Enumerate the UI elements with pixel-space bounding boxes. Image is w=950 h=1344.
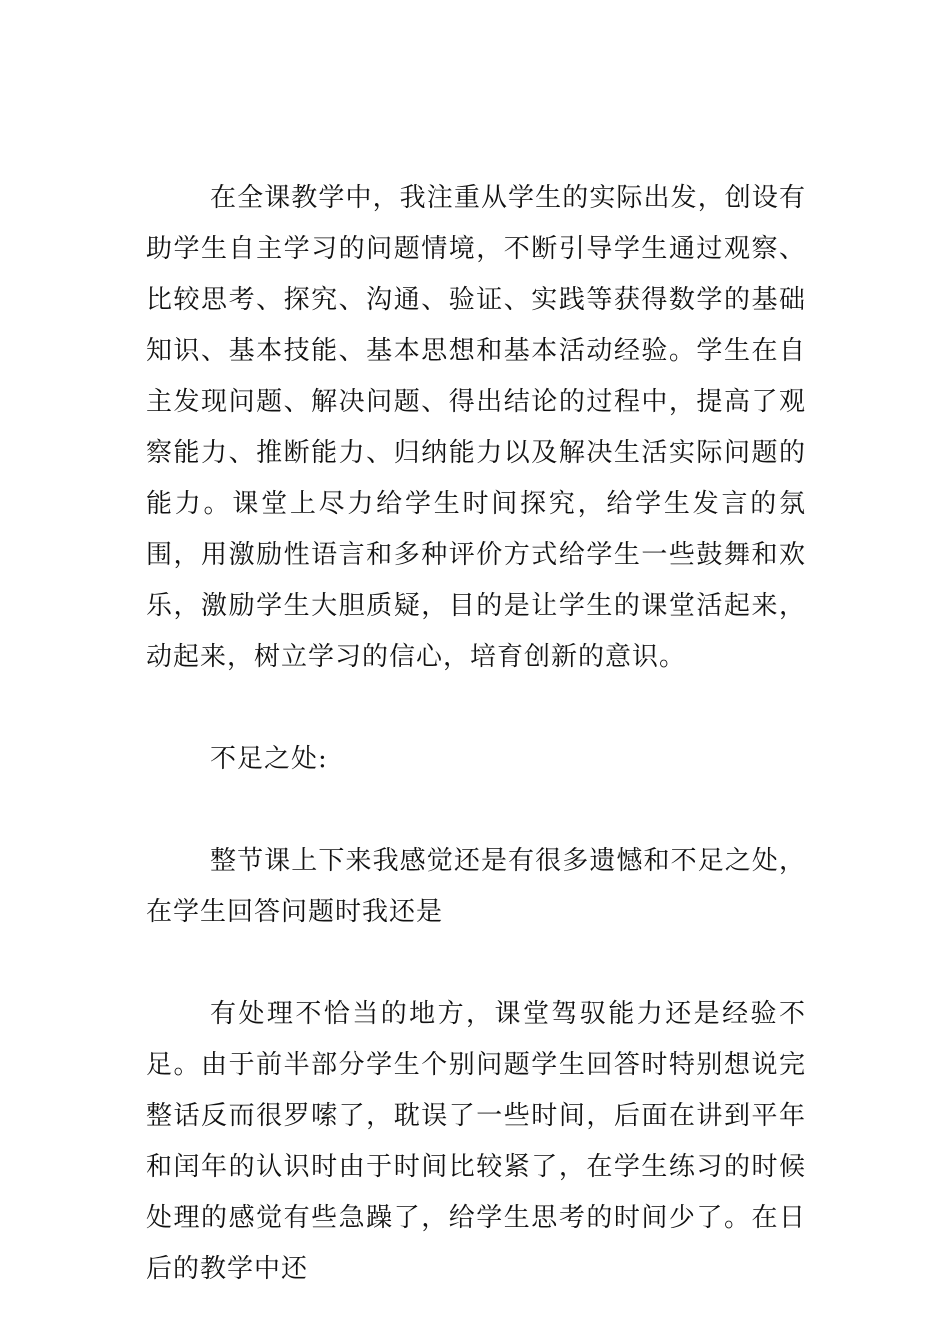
paragraph-shortcomings-2: 有处理不恰当的地方，课堂驾驭能力还是经验不足。由于前半部分学生个别问题学生回答时特别想说完整话反而很罗嗦了，耽误了一些时间，后面在讲到平年和闰年的认识时由于时间比较紧了，在学生练习的时候处理的感觉有些急躁了，给学生思考的时间少了。在日后的教学中还: [146, 999, 806, 1284]
section-heading-shortcomings: 不足之处:: [210, 744, 328, 774]
paragraph-summary: 在全课教学中，我注重从学生的实际出发，创设有助学生自主学习的问题情境，不断引导学生通过观察、比较思考、探究、沟通、验证、实践等获得数学的基础知识、基本技能、基本思想和基本活动经验。学生在自主发现问题、解决问题、得出结论的过程中，提高了观察能力、推断能力、归纳能力以及解决生活实际问题的能力。课堂上尽力给学生时间探究，给学生发言的氛围，用激励性语言和多种评价方式给学生一些鼓舞和欢乐，激励学生大胆质疑，目的是让学生的课堂活起来，动起来，树立学习的信心，培育创新的意识。: [146, 183, 806, 672]
paragraph-shortcomings-1: 整节课上下来我感觉还是有很多遗憾和不足之处，在学生回答问题时我还是: [146, 846, 806, 927]
document-body: [146, 173, 806, 1295]
